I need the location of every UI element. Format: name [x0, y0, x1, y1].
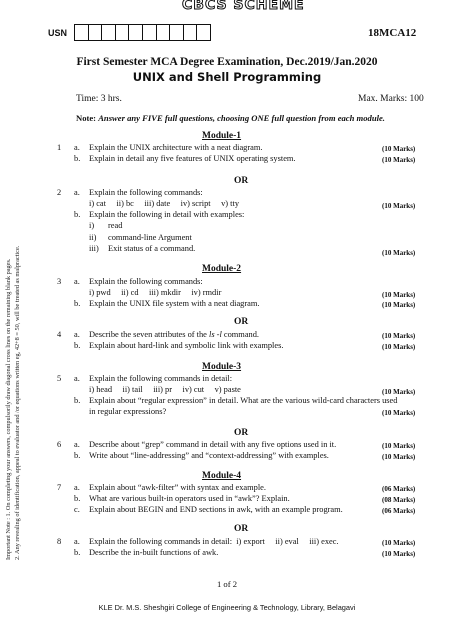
- question-text: Describe the in-built functions of awk.: [89, 548, 219, 557]
- usn-box: [128, 24, 143, 41]
- or-separator: OR: [234, 176, 249, 186]
- module-heading: Module-3: [202, 362, 242, 372]
- marks: (10 Marks): [382, 409, 416, 417]
- or-separator: OR: [234, 524, 249, 534]
- exam-title: First Semester MCA Degree Examination, Dec.2019/Jan.2020: [76, 56, 378, 68]
- sub-label: iii): [89, 244, 99, 253]
- part-label: a.: [74, 143, 80, 152]
- part-label: b.: [74, 341, 81, 350]
- part-label: a.: [74, 277, 80, 286]
- or-separator: OR: [234, 317, 249, 327]
- part-label: a.: [74, 188, 80, 197]
- subject-title: UNIX and Shell Programming: [132, 70, 322, 84]
- marks: (10 Marks): [382, 453, 416, 461]
- max-marks: Max. Marks: 100: [358, 94, 424, 104]
- marks: (10 Marks): [382, 202, 416, 210]
- marks: (06 Marks): [382, 507, 416, 515]
- question-text: Explain about “awk-filter” with syntax and example.: [89, 483, 266, 492]
- part-label: b.: [74, 548, 81, 557]
- module-heading: Module-2: [202, 264, 242, 274]
- usn-box: [169, 24, 184, 41]
- question-number: 3: [57, 277, 62, 286]
- marks: (10 Marks): [382, 301, 416, 309]
- instruction-note: [76, 113, 385, 123]
- part-label: a.: [74, 440, 80, 449]
- part-label: b.: [74, 451, 81, 460]
- question-text: Describe about “grep” command in detail with any five options used in it.: [89, 440, 337, 449]
- sub-item: read: [108, 221, 123, 230]
- usn-box: [88, 24, 103, 41]
- marks: (08 Marks): [382, 496, 416, 504]
- question-text-part: command.: [221, 330, 260, 339]
- question-text: Explain about “regular expression” in detail. What are the various wild-card characters used: [89, 396, 398, 405]
- question-number: 2: [57, 188, 62, 197]
- marks: (10 Marks): [382, 388, 416, 396]
- usn-label: USN: [48, 28, 68, 38]
- page-number: 1 of 2: [216, 579, 238, 589]
- sub-label: ii): [89, 233, 97, 242]
- usn-box: [115, 24, 130, 41]
- question-text: Explain the following commands in detail:: [89, 374, 233, 383]
- part-label: b.: [74, 299, 81, 308]
- time-duration: Time: 3 hrs.: [76, 94, 122, 104]
- usn-box: [74, 24, 89, 41]
- part-label: b.: [74, 396, 81, 405]
- usn-boxes: [74, 24, 210, 41]
- marks: (10 Marks): [382, 332, 416, 340]
- note-label: Note:: [76, 113, 97, 123]
- command-name: ls -l: [209, 330, 222, 339]
- part-label: a.: [74, 483, 80, 492]
- marks: (10 Marks): [382, 539, 416, 547]
- marks: (10 Marks): [382, 550, 416, 558]
- marks: (06 Marks): [382, 485, 416, 493]
- question-text-continued: in regular expressions?: [89, 407, 167, 416]
- module-heading: Module-1: [202, 131, 242, 141]
- part-label: b.: [74, 210, 81, 219]
- question-number: 1: [57, 143, 62, 152]
- note-text: Answer any FIVE full questions, choosing ONE full question from each module.: [98, 113, 385, 123]
- marks: (10 Marks): [382, 291, 416, 299]
- side-note-line-2: 2. Any revealing of identification, appeal to evaluator and /or equations written eg, 42+8 = 50, will be treated as malpractice.: [14, 245, 21, 560]
- usn-box: [156, 24, 171, 41]
- sub-item: command-line Argument: [108, 233, 192, 242]
- usn-box: [101, 24, 116, 41]
- question-number: 7: [57, 483, 62, 492]
- question-text: Explain about hard-link and symbolic link with examples.: [89, 341, 284, 350]
- sub-label: i): [89, 221, 95, 230]
- question-text: Explain the following commands in detail: i) export ii) eval iii) exec.: [89, 537, 339, 546]
- part-label: a.: [74, 374, 80, 383]
- subject-code: 18MCA12: [368, 27, 417, 39]
- library-footer: KLE Dr. M.S. Sheshgiri College of Engineering & Technology, Library, Belagavi: [98, 603, 356, 612]
- side-note: [4, 130, 22, 560]
- question-text: Explain about BEGIN and END sections in awk, with an example program.: [89, 505, 343, 514]
- command-list: i) cat ii) bc iii) date iv) script v) tty: [89, 199, 240, 208]
- part-label: a.: [74, 537, 80, 546]
- command-list: i) pwd ii) cd iii) mkdir iv) rmdir: [89, 288, 222, 297]
- question-text: Explain the following commands:: [89, 188, 203, 197]
- question-text: [89, 330, 259, 339]
- module-heading: Module-4: [202, 471, 242, 481]
- question-text-part: Describe the seven attributes of the: [89, 330, 209, 339]
- question-text: Explain the UNIX file system with a neat diagram.: [89, 299, 260, 308]
- question-number: 4: [57, 330, 62, 339]
- marks: (10 Marks): [382, 442, 416, 450]
- question-number: 8: [57, 537, 62, 546]
- question-number: 6: [57, 440, 62, 449]
- usn-box: [142, 24, 157, 41]
- question-text: Explain the UNIX architecture with a neat diagram.: [89, 143, 263, 152]
- usn-box: [183, 24, 198, 41]
- question-text: Explain in detail any five features of UNIX operating system.: [89, 154, 296, 163]
- sub-item: Exit status of a command.: [108, 244, 196, 253]
- marks: (10 Marks): [382, 249, 416, 257]
- usn-box: [196, 24, 211, 41]
- marks: (10 Marks): [382, 343, 416, 351]
- question-number: 5: [57, 374, 62, 383]
- command-list: i) head ii) tail iii) pr iv) cut v) paste: [89, 385, 241, 394]
- marks: (10 Marks): [382, 145, 416, 153]
- part-label: b.: [74, 154, 81, 163]
- marks: (10 Marks): [382, 156, 416, 164]
- question-text: Explain the following commands:: [89, 277, 203, 286]
- side-note-line-1: Important Note : 1. On completing your answers, compulsorily draw diagonal cross lines on the remaining blank pages.: [5, 258, 12, 560]
- question-text: Write about “line-addressing” and “context-addressing” with examples.: [89, 451, 329, 460]
- question-text: What are various built-in operators used in “awk”? Explain.: [89, 494, 290, 503]
- part-label: a.: [74, 330, 80, 339]
- scheme-banner: CBCS SCHEME: [182, 0, 305, 13]
- part-label: c.: [74, 505, 80, 514]
- part-label: b.: [74, 494, 81, 503]
- or-separator: OR: [234, 428, 249, 438]
- question-text: Explain the following in detail with examples:: [89, 210, 245, 219]
